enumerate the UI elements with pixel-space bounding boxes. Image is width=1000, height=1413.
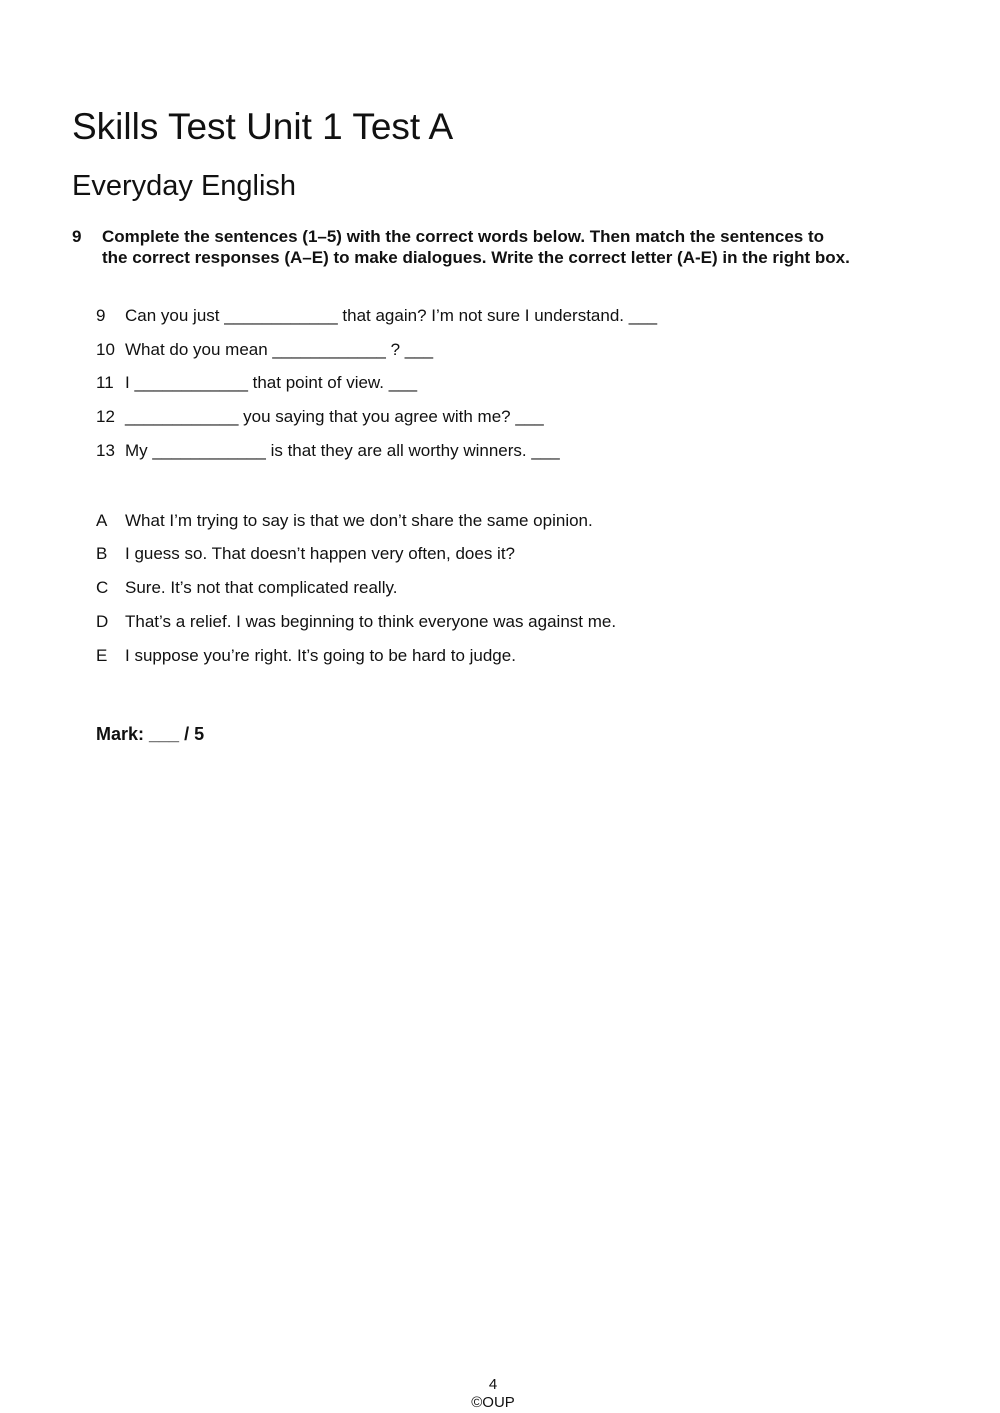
response-text: I suppose you’re right. It’s going to be hard to judge. bbox=[125, 646, 516, 665]
response-text: Sure. It’s not that complicated really. bbox=[125, 578, 398, 597]
sentence-text: I ____________ that point of view. ___ bbox=[125, 373, 418, 392]
response-text: I guess so. That doesn’t happen very often, does it? bbox=[125, 544, 515, 563]
instruction-line-2: the correct responses (A–E) to make dialogues. Write the correct letter (A-E) in the right box. bbox=[102, 248, 850, 267]
response-text: That’s a relief. I was beginning to think everyone was against me. bbox=[125, 612, 617, 631]
mark-blank[interactable]: ___ bbox=[149, 724, 180, 744]
sentence-text: What do you mean ____________ ? ___ bbox=[125, 340, 434, 359]
sentence-text: Can you just ____________ that again? I’m not sure I understand. ___ bbox=[125, 306, 658, 325]
mark-total: / 5 bbox=[184, 724, 205, 744]
response-letter: A bbox=[96, 511, 108, 530]
copyright-notice: ©OUP bbox=[471, 1394, 515, 1411]
sentence-number: 11 bbox=[96, 373, 114, 392]
sentence-number: 13 bbox=[96, 441, 115, 460]
response-letter: B bbox=[96, 544, 108, 563]
mark-label: Mark: bbox=[96, 724, 145, 744]
sentence-text: My ____________ is that they are all worthy winners. ___ bbox=[125, 441, 560, 460]
page-title: Skills Test Unit 1 Test A bbox=[72, 106, 454, 147]
exercise-number: 9 bbox=[72, 227, 82, 246]
sentence-number: 9 bbox=[96, 306, 106, 325]
response-letter: D bbox=[96, 612, 109, 631]
page-number: 4 bbox=[488, 1376, 498, 1393]
response-letter: E bbox=[96, 646, 108, 665]
sentence-number: 12 bbox=[96, 407, 115, 426]
section-subtitle: Everyday English bbox=[72, 170, 297, 202]
sentence-text: ____________ you saying that you agree with me? ___ bbox=[125, 407, 544, 426]
instruction-line-1: Complete the sentences (1–5) with the correct words below. Then match the sentences to bbox=[102, 227, 825, 246]
response-letter: C bbox=[96, 578, 109, 597]
sentence-number: 10 bbox=[96, 340, 115, 359]
response-text: What I’m trying to say is that we don’t share the same opinion. bbox=[125, 511, 593, 530]
mark-line bbox=[96, 724, 204, 745]
